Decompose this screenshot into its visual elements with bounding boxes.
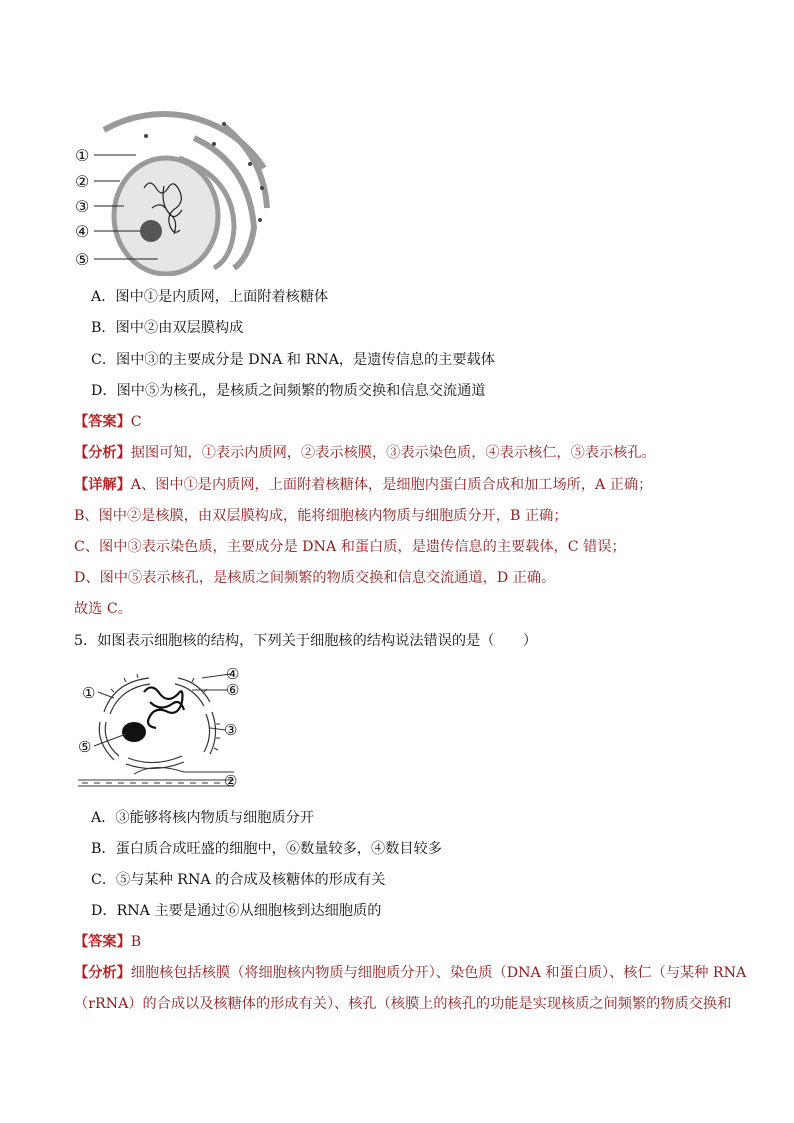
fig1-label-5: ⑤	[75, 250, 90, 269]
analysis-tag: 【分析】	[74, 965, 131, 981]
nucleus-structure-figure-2	[74, 662, 244, 792]
answer-value: B	[130, 934, 142, 950]
nucleus-structure-figure-1	[74, 108, 274, 276]
q4-analysis	[74, 443, 656, 463]
q4-conclusion: 故选 C。	[74, 601, 132, 617]
analysis-text-1: 细胞核包括核膜（将细胞核内物质与细胞质分开）、染色质（DNA 和蛋白质）、核仁（与某种 RNA	[130, 965, 747, 981]
q4-detail-line-2: B、图中②是核膜，由双层膜构成，能将细胞核内物质与细胞质分开，B 正确；	[74, 508, 568, 524]
answer-value: C	[130, 414, 142, 430]
q4-detail-line-1	[74, 475, 652, 495]
q5-stem: 5．如图表示细胞核的结构，下列关于细胞核的结构说法错误的是（ ）	[74, 633, 538, 649]
q5-option-c: C．⑤与某种 RNA 的合成及核糖体的形成有关	[91, 872, 386, 888]
detail-text-1: A、图中①是内质网，上面附着核糖体，是细胞内蛋白质合成和加工场所，A 正确；	[130, 477, 653, 493]
detail-tag: 【详解】	[74, 477, 131, 493]
fig2-label-2: ②	[224, 772, 238, 790]
q4-option-c: C．图中③的主要成分是 DNA 和 RNA，是遗传信息的主要载体	[91, 352, 495, 368]
answer-tag: 【答案】	[74, 414, 131, 430]
analysis-tag: 【分析】	[74, 445, 131, 461]
q5-option-b: B．蛋白质合成旺盛的细胞中，⑥数量较多，④数目较多	[91, 841, 442, 857]
answer-tag: 【答案】	[74, 934, 131, 950]
fig2-label-3: ③	[224, 721, 238, 739]
q4-option-a: A．图中①是内质网，上面附着核糖体	[91, 289, 329, 305]
fig2-label-1: ①	[82, 684, 96, 702]
fig2-label-4: ④	[226, 665, 240, 683]
fig1-label-2: ②	[75, 172, 90, 191]
fig2-label-6: ⑥	[226, 681, 240, 699]
q5-answer	[74, 932, 141, 952]
fig1-label-3: ③	[75, 197, 90, 216]
q5-analysis-line-1	[74, 963, 746, 983]
q4-option-d: D．图中⑤为核孔，是核质之间频繁的物质交换和信息交流通道	[91, 383, 486, 399]
q5-option-a: A．③能够将核内物质与细胞质分开	[91, 810, 315, 826]
q4-detail-line-3: C、图中③表示染色质，主要成分是 DNA 和蛋白质，是遗传信息的主要载体，C 错误；	[74, 539, 626, 555]
q5-option-d: D．RNA 主要是通过⑥从细胞核到达细胞质的	[91, 903, 382, 919]
fig1-label-1: ①	[75, 146, 90, 165]
q4-answer	[74, 412, 142, 432]
q5-analysis-line-2: （rRNA）的合成以及核糖体的形成有关）、核孔（核膜上的核孔的功能是实现核质之间频繁的物质交换和	[74, 996, 732, 1012]
fig2-label-5: ⑤	[78, 738, 92, 756]
q4-detail-line-4: D、图中⑤表示核孔，是核质之间频繁的物质交换和信息交流通道，D 正确。	[74, 570, 556, 586]
q4-option-b: B．图中②由双层膜构成	[91, 320, 244, 336]
analysis-text: 据图可知，①表示内质网，②表示核膜，③表示染色质，④表示核仁，⑤表示核孔。	[130, 445, 656, 461]
fig1-label-4: ④	[75, 222, 90, 241]
